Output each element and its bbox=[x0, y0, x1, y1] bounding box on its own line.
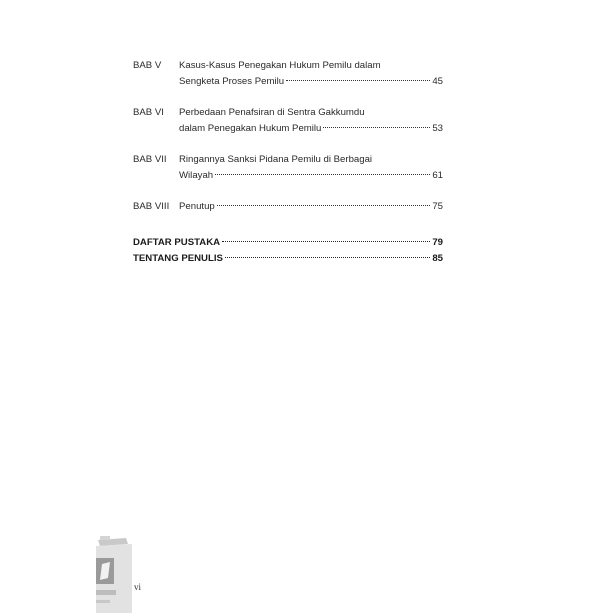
dot-leader bbox=[225, 257, 430, 258]
toc-page-number: 79 bbox=[432, 237, 443, 248]
dot-leader bbox=[323, 127, 430, 128]
toc-title-line: dalam Penegakan Hukum Pemilu bbox=[179, 123, 322, 134]
toc-title-line: Kasus-Kasus Penegakan Hukum Pemilu dalam bbox=[179, 60, 381, 71]
dot-leader bbox=[217, 205, 431, 206]
toc-title-line: TENTANG PENULIS bbox=[133, 253, 223, 264]
toc-page-number: 85 bbox=[432, 253, 443, 264]
toc-title-line: DAFTAR PUSTAKA bbox=[133, 237, 221, 248]
dot-leader bbox=[286, 80, 430, 81]
dot-leader bbox=[215, 174, 430, 175]
toc-entry-bab-v bbox=[133, 58, 443, 90]
toc-entry-bab-vii bbox=[133, 152, 443, 184]
toc-title-line: Ringannya Sanksi Pidana Pemilu di Berbagai bbox=[179, 154, 373, 165]
toc-title-line: Sengketa Proses Pemilu bbox=[179, 76, 285, 87]
dot-leader bbox=[222, 241, 430, 242]
toc-chapter-label: BAB V bbox=[133, 60, 162, 71]
toc-title-line: Wilayah bbox=[179, 170, 214, 181]
toc-page-number: 61 bbox=[432, 170, 443, 181]
table-of-contents bbox=[133, 58, 443, 267]
page-number: vi bbox=[134, 582, 142, 592]
toc-entry-daftar-pustaka bbox=[133, 235, 443, 251]
toc-chapter-label: BAB VI bbox=[133, 107, 164, 118]
toc-entry-bab-viii bbox=[133, 199, 443, 215]
toc-entry-bab-vi bbox=[133, 105, 443, 137]
toc-page-number: 53 bbox=[432, 123, 443, 134]
toc-page-number: 75 bbox=[432, 201, 443, 212]
toc-title-line: Perbedaan Penafsiran di Sentra Gakkumdu bbox=[179, 107, 365, 118]
ballot-box-icon bbox=[96, 528, 132, 613]
toc-chapter-label: BAB VIII bbox=[133, 201, 170, 212]
toc-chapter-label: BAB VII bbox=[133, 154, 167, 165]
toc-entry-tentang-penulis bbox=[133, 251, 443, 267]
toc-page-number: 45 bbox=[432, 76, 443, 87]
toc-title-line: Penutup bbox=[179, 201, 215, 212]
